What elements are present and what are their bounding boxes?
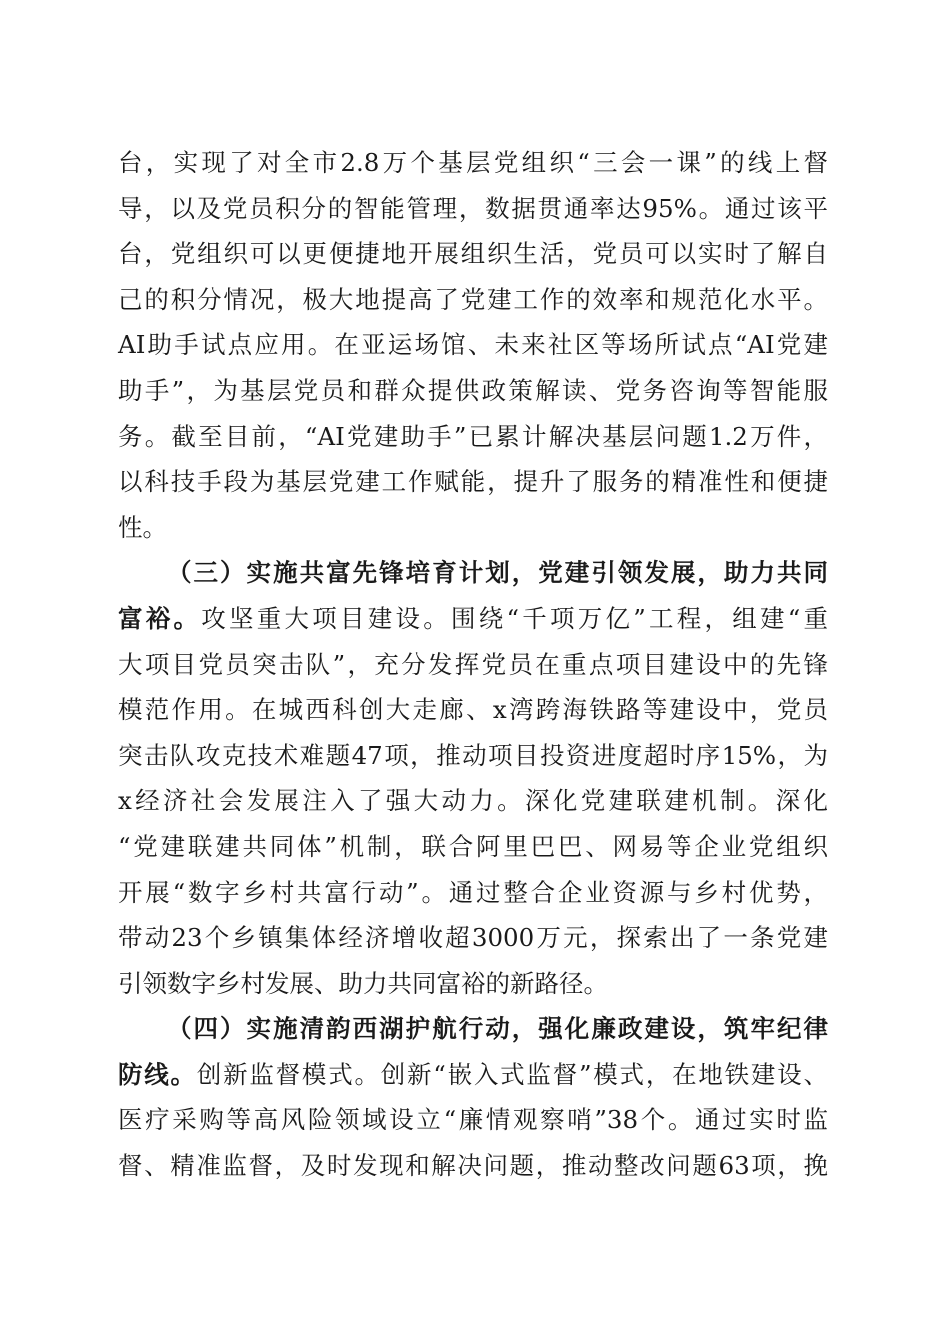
section-heading-3-end: 富裕。 [118, 603, 202, 633]
text-line: 台，党组织可以更便捷地开展组织生活，党员可以实时了解自 [118, 239, 828, 269]
text-line: 务。截至目前，“AI党建助手”已累计解决基层问题1.2万件， [118, 421, 828, 451]
section-heading-4: （四）实施清韵西湖护航行动，强化廉政建设，筑牢纪律 [167, 1014, 828, 1044]
text-line: 台，实现了对全市2.8万个基层党组织“三会一课”的线上督 [118, 148, 828, 177]
text-line: 开展“数字乡村共富行动”。通过整合企业资源与乡村优势， [118, 877, 828, 907]
document-body [118, 140, 828, 1189]
text-line: AI助手试点应用。在亚运场馆、未来社区等场所试点“AI党建 [118, 330, 828, 360]
text-line: 督、精准监督，及时发现和解决问题，推动整改问题63项，挽 [118, 1151, 828, 1181]
text-line: 大项目党员突击队”，充分发挥党员在重点项目建设中的先锋 [118, 649, 828, 679]
text-line [118, 1052, 828, 1098]
section-heading-3: （三）实施共富先锋培育计划，党建引领发展，助力共同 [167, 558, 828, 588]
paragraph-1 [118, 140, 828, 550]
text-line-part: 创新监督模式。创新“嵌入式监督”模式，在地铁建设、 [196, 1059, 828, 1089]
text-line: 突击队攻克技术难题47项，推动项目投资进度超时序15%，为 [118, 740, 828, 770]
text-line: 带动23个乡镇集体经济增收超3000万元，探索出了一条党建 [118, 923, 828, 953]
text-line: x经济社会发展注入了强大动力。深化党建联建机制。深化 [118, 786, 828, 816]
text-line: 医疗采购等高风险领域设立“廉情观察哨”38个。通过实时监 [118, 1105, 828, 1135]
text-line-part: 攻坚重大项目建设。围绕“千项万亿”工程，组建“重 [201, 603, 829, 633]
section-heading-4-end: 防线。 [118, 1059, 197, 1089]
text-line [118, 596, 828, 642]
text-line: 导，以及党员积分的智能管理，数据贯通率达95%。通过该平 [118, 193, 828, 223]
text-line: 助手”，为基层党员和群众提供政策解读、党务咨询等智能服 [118, 375, 828, 405]
text-line: “党建联建共同体”机制，联合阿里巴巴、网易等企业党组织 [118, 831, 828, 861]
text-line: 性。 [118, 512, 167, 542]
text-line: 模范作用。在城西科创大走廊、x湾跨海铁路等建设中，党员 [118, 695, 828, 725]
paragraph-2 [118, 550, 828, 1006]
text-line: 以科技手段为基层党建工作赋能，提升了服务的精准性和便捷 [118, 467, 828, 497]
paragraph-3 [118, 1006, 828, 1188]
text-line: 引领数字乡村发展、助力共同富裕的新路径。 [118, 968, 608, 998]
text-line: 己的积分情况，极大地提高了党建工作的效率和规范化水平。 [118, 284, 828, 314]
